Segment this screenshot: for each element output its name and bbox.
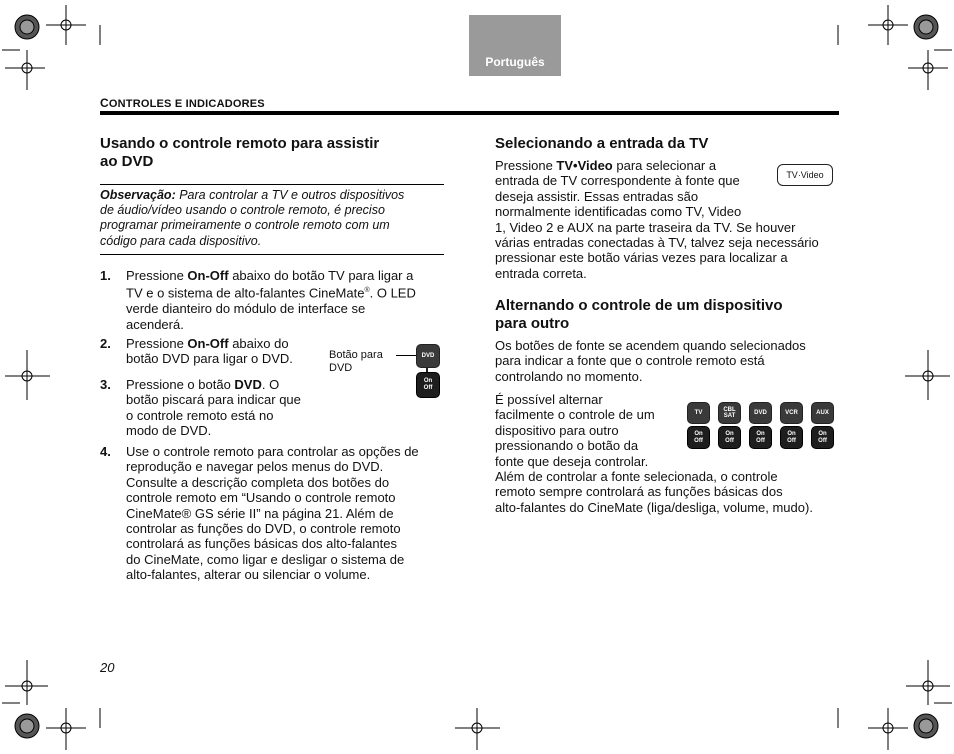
onoff-button-aux (811, 426, 834, 449)
step-text: verde dianteiro do módulo de interface se (126, 301, 366, 317)
step-number: 4. (100, 444, 111, 459)
paragraph-text: Além de controlar a fonte selecionada, o controle (495, 469, 778, 485)
note-label: Observação: (100, 188, 176, 202)
step-text: alto-falantes, alterar ou silenciar o volume. (126, 567, 371, 583)
onoff-button-illustration (416, 372, 440, 398)
note-bottom-rule (100, 254, 444, 255)
paragraph-text: para indicar a fonte que o controle remoto está (495, 353, 765, 369)
step-4-text (126, 444, 446, 583)
callout-leader-line (396, 355, 416, 356)
source-button-cbl-sat: CBL SAT (718, 402, 741, 424)
onoff-on-label: On (787, 430, 796, 437)
paragraph-text: pressionar este botão várias vezes para localizar a (495, 250, 788, 266)
onoff-button-tv (687, 426, 710, 449)
step-2-text (126, 336, 326, 367)
step-text: do CineMate, como ligar e desligar o sistema de (126, 551, 405, 567)
left-heading-line: ao DVD (100, 153, 154, 170)
step-keyword: On-Off (187, 336, 229, 351)
step-text: Pressione o botão (126, 377, 235, 392)
onoff-off-label: Off (694, 437, 703, 444)
page-number: 20 (100, 660, 115, 675)
paragraph-text: para selecionar a (612, 158, 717, 173)
dvd-button-illustration: DVD (416, 344, 440, 368)
step-text: controlará as funções básicas dos alto-falantes (126, 536, 397, 552)
step-number: 3. (100, 377, 111, 392)
onoff-on-label: On (423, 378, 433, 384)
step-text: o controle remoto está no (126, 407, 274, 423)
heading-line: para outro (495, 315, 570, 332)
paragraph-text: várias entradas conectadas à TV, talvez seja necessário (495, 235, 819, 251)
paragraph-text: 1, Video 2 e AUX na parte traseira da TV. Se houver (495, 219, 796, 235)
paragraph-text: normalmente identificadas como TV, Video (495, 204, 742, 220)
left-heading-line: Usando o controle remoto para assistir (100, 135, 380, 152)
paragraph-text: Os botões de fonte se acendem quando selecionados (495, 338, 806, 353)
step-text: acenderá. (126, 316, 184, 332)
step-text: Consulte a descrição completa dos botões do (126, 474, 390, 490)
heading-line: Alternando o controle de um dispositivo (495, 297, 783, 314)
source-button-vcr: VCR (780, 402, 803, 424)
dvd-callout-label (329, 349, 383, 375)
note-box (100, 188, 445, 249)
left-heading (100, 135, 445, 171)
switching-paragraph-1 (495, 338, 840, 384)
section-title-initial: C (100, 96, 109, 110)
step-text: TV e o sistema de alto-falantes CineMate (126, 285, 365, 301)
step-keyword: On-Off (187, 268, 229, 283)
section-title-rest: ONTROLES E INDICADORES (108, 98, 265, 110)
onoff-button-dvd (749, 426, 772, 449)
right-heading-switching (495, 297, 840, 333)
onoff-on-label: On (756, 430, 765, 437)
onoff-on-label: On (725, 430, 734, 437)
step-number: 2. (100, 336, 111, 351)
paragraph-text: Pressione (495, 158, 557, 173)
step-text: controle remoto em “Usando o controle remoto (126, 490, 396, 506)
step-text: Pressione (126, 336, 188, 351)
source-button-aux: AUX (811, 402, 834, 424)
step-text: . O LED (369, 285, 416, 301)
onoff-off-label: Off (725, 437, 734, 444)
note-line: programar primeiramente o controle remoto com um (100, 218, 390, 233)
onoff-off-label: Off (423, 385, 433, 391)
section-title (100, 96, 265, 110)
onoff-button-cbl-sat (718, 426, 741, 449)
step-text: abaixo do (228, 336, 289, 351)
paragraph-text: alto-falantes do CineMate (liga/desliga, volume, mudo). (495, 499, 813, 515)
source-button-tv: TV (687, 402, 710, 424)
onoff-off-label: Off (756, 437, 765, 444)
paragraph-text: remoto sempre controlará as funções básicas dos (495, 484, 783, 500)
note-top-rule (100, 184, 444, 185)
paragraph-text: dispositivo para outro (495, 422, 619, 438)
section-rule (100, 111, 839, 115)
step-text: controlar as funções do DVD, o controle remoto (126, 521, 401, 537)
step-text: reprodução e navegar pelos menus do DVD. (126, 459, 384, 475)
paragraph-text: pressionando o botão da (495, 438, 639, 454)
step-3-text (126, 377, 326, 439)
right-heading-tv-input: Selecionando a entrada da TV (495, 135, 709, 152)
step-text: modo de DVD. (126, 423, 212, 439)
step-keyword: DVD (234, 377, 262, 392)
step-text: abaixo do botão TV para ligar a (228, 268, 414, 283)
note-line: de áudio/vídeo usando o controle remoto, é preciso (100, 203, 385, 218)
step-text: Use o controle remoto para controlar as opções de (126, 444, 419, 459)
paragraph-text: entrada correta. (495, 265, 587, 281)
step-number: 1. (100, 268, 111, 283)
step-text: botão DVD para ligar o DVD. (126, 351, 293, 367)
step-text: CineMate® GS série II” na página 21. Além de (126, 505, 394, 521)
paragraph-text: deseja assistir. Essas entradas são (495, 188, 699, 204)
language-tab: Português (469, 15, 561, 76)
onoff-off-label: Off (818, 437, 827, 444)
paragraph-text: fonte que deseja controlar. (495, 453, 649, 469)
tv-video-button-illustration: TV·Video (777, 164, 833, 186)
paragraph-text: controlando no momento. (495, 368, 643, 384)
step-text: Pressione (126, 268, 188, 283)
callout-line: DVD (329, 362, 353, 374)
step-text: . O (261, 377, 280, 392)
callout-line: Botão para (329, 349, 383, 361)
paragraph-text: facilmente o controle de um (495, 407, 655, 423)
paragraph-text: É possível alternar (495, 392, 603, 407)
onoff-on-label: On (694, 430, 703, 437)
onoff-on-label: On (818, 430, 827, 437)
source-button-dvd: DVD (749, 402, 772, 424)
note-line: Para controlar a TV e outros dispositivos (175, 188, 405, 202)
paragraph-text: entrada de TV correspondente à fonte que (495, 173, 740, 189)
step-text: botão piscará para indicar que (126, 392, 301, 408)
note-line: código para cada dispositivo. (100, 233, 262, 248)
onoff-button-vcr (780, 426, 803, 449)
registered-mark: ® (364, 287, 370, 295)
onoff-off-label: Off (787, 437, 796, 444)
paragraph-keyword: TV•Video (556, 158, 613, 173)
step-1-text (126, 268, 446, 332)
